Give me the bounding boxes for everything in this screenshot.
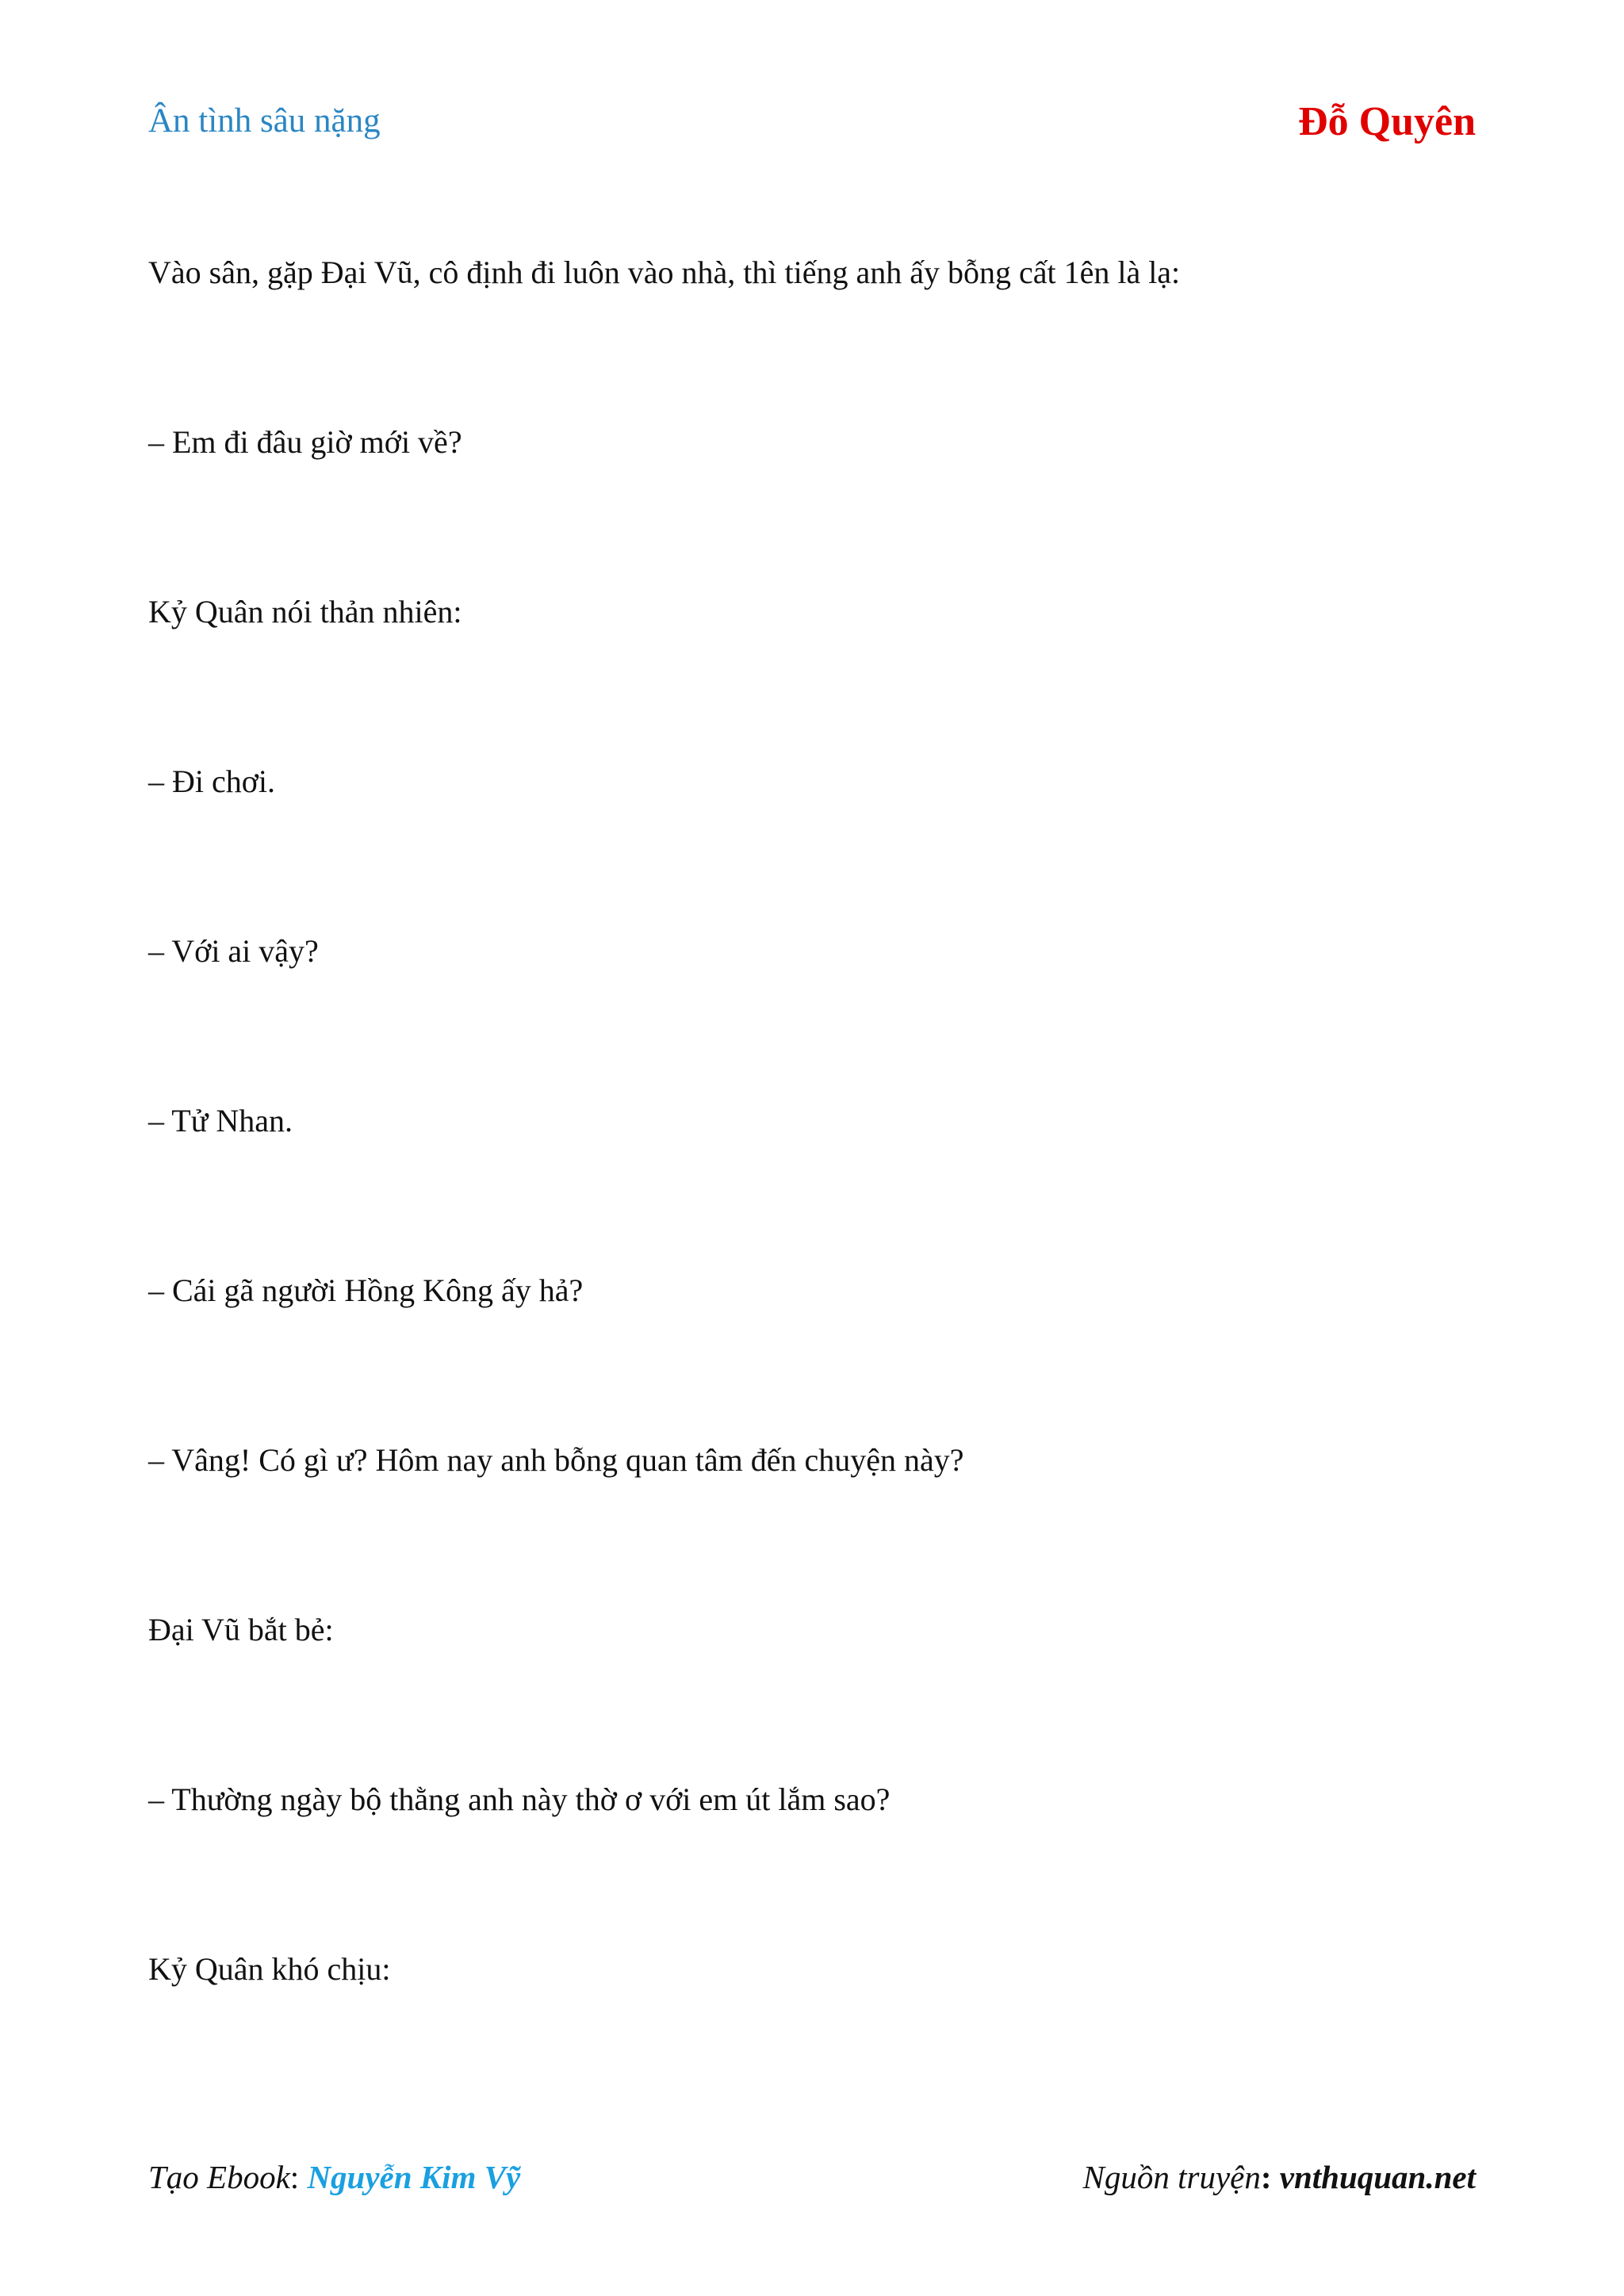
author-name: Đỗ Quyên	[1298, 99, 1476, 144]
source-site: vnthuquan.net	[1279, 2159, 1476, 2195]
paragraph: Kỷ Quân nói thản nhiên:	[148, 594, 462, 629]
paragraph: – Với ai vậy?	[148, 933, 319, 969]
source-credit: Nguồn truyện: vnthuquan.net	[1082, 2159, 1476, 2195]
paragraph: – Em đi đâu giờ mới về?	[148, 424, 462, 460]
ebook-label: Tạo Ebook	[148, 2159, 290, 2195]
paragraph: – Đi chơi.	[148, 763, 276, 799]
paragraph: – Vâng! Có gì ư? Hôm nay anh bỗng quan tâm đến chuyện này?	[148, 1442, 964, 1478]
paragraph: Đại Vũ bắt bẻ:	[148, 1612, 334, 1647]
source-label: Nguồn truyện	[1082, 2159, 1261, 2195]
ebook-credit: Tạo Ebook: Nguyễn Kim Vỹ	[148, 2159, 521, 2195]
paragraph: – Tử Nhan.	[148, 1103, 293, 1138]
book-title: Ân tình sâu nặng	[148, 102, 381, 140]
ebook-creator-name: Nguyễn Kim Vỹ	[307, 2159, 521, 2195]
story-text	[148, 247, 1480, 2114]
paragraph: – Cái gã người Hồng Kông ấy hả?	[148, 1272, 584, 1308]
paragraph: Kỷ Quân khó chịu:	[148, 1951, 391, 1987]
paragraph: – Thường ngày bộ thằng anh này thờ ơ với em út lắm sao?	[148, 1781, 891, 1817]
paragraph: Vào sân, gặp Đại Vũ, cô định đi luôn vào nhà, thì tiếng anh ấy bỗng cất 1ên là lạ:	[148, 254, 1181, 290]
